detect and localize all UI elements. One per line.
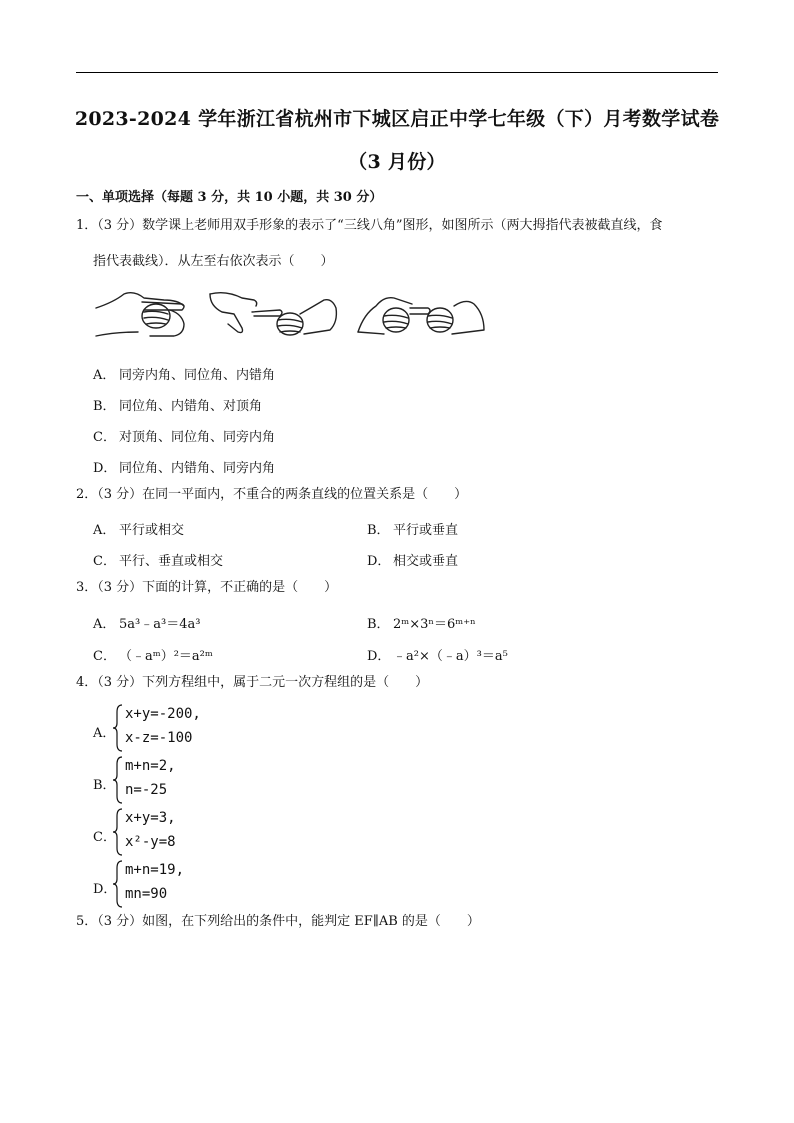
question-2-option-b[interactable] bbox=[367, 519, 458, 538]
option-label: D． bbox=[367, 554, 391, 569]
option-label: A． bbox=[93, 617, 116, 632]
question-2-option-d[interactable] bbox=[367, 550, 458, 569]
section-heading: 一、单项选择（每题 3 分，共 10 小题，共 30 分） bbox=[76, 190, 383, 205]
question-3-option-a[interactable] bbox=[93, 613, 200, 632]
option-text: 平行、垂直或相交 bbox=[119, 554, 224, 569]
question-4-option-b[interactable] bbox=[93, 756, 293, 806]
option-label: B． bbox=[367, 523, 390, 538]
question-3-option-c[interactable] bbox=[93, 645, 213, 664]
option-label: C． bbox=[93, 830, 116, 845]
question-3-option-d[interactable] bbox=[367, 645, 508, 664]
question-2-option-c[interactable] bbox=[93, 550, 223, 569]
equation-2: n=-25 bbox=[125, 782, 168, 798]
option-label: A． bbox=[93, 368, 116, 383]
option-label: C． bbox=[93, 649, 116, 664]
question-4-option-c[interactable] bbox=[93, 808, 293, 858]
hand-gesture-2 bbox=[210, 293, 336, 335]
hand-gesture-3 bbox=[358, 298, 484, 334]
brace-icon bbox=[113, 860, 123, 908]
brace-icon bbox=[113, 808, 123, 856]
question-3-stem: 3．（3 分）下面的计算，不正确的是（ ） bbox=[76, 580, 338, 595]
question-1-option-d[interactable] bbox=[93, 457, 275, 476]
page-subtitle: （3 月份） bbox=[348, 151, 446, 173]
option-text: 平行或垂直 bbox=[393, 523, 459, 538]
option-text: 平行或相交 bbox=[119, 523, 185, 538]
question-4-stem: 4．（3 分）下列方程组中，属于二元一次方程组的是（ ） bbox=[76, 675, 429, 690]
question-3-option-b[interactable] bbox=[367, 613, 476, 632]
question-1-option-b[interactable] bbox=[93, 395, 262, 414]
equation-2: x-z=-100 bbox=[125, 730, 193, 746]
option-math: 2ᵐ×3ⁿ＝6ᵐ⁺ⁿ bbox=[393, 617, 476, 632]
question-1-option-a[interactable] bbox=[93, 364, 275, 383]
option-text: 对顶角、同位角、同旁内角 bbox=[119, 430, 276, 445]
option-label: A． bbox=[93, 523, 116, 538]
option-label: B． bbox=[93, 399, 116, 414]
equation-2: x²-y=8 bbox=[125, 834, 176, 850]
brace-icon bbox=[113, 756, 123, 804]
option-math: （﹣aᵐ）²＝a²ᵐ bbox=[119, 649, 213, 664]
hand-gesture-1 bbox=[96, 293, 184, 336]
equation-2: mn=90 bbox=[125, 886, 168, 902]
option-label: C． bbox=[93, 554, 116, 569]
question-5-stem: 5．（3 分）如图，在下列给出的条件中，能判定 EF∥AB 的是（ ） bbox=[76, 914, 480, 929]
equation-1: x+y=-200, bbox=[125, 706, 201, 722]
page-title: 2023-2024 学年浙江省杭州市下城区启正中学七年级（下）月考数学试卷 bbox=[74, 108, 720, 130]
option-text: 同旁内角、同位角、内错角 bbox=[119, 368, 276, 383]
question-2-stem: 2．（3 分）在同一平面内，不重合的两条直线的位置关系是（ ） bbox=[76, 487, 468, 502]
option-label: A． bbox=[93, 726, 116, 741]
header-rule bbox=[76, 72, 718, 73]
question-1-stem-continued: 指代表截线）．从左至右依次表示（ ） bbox=[93, 254, 334, 269]
question-1-option-c[interactable] bbox=[93, 426, 275, 445]
option-label: C． bbox=[93, 430, 116, 445]
question-4-option-a[interactable] bbox=[93, 704, 293, 754]
equation-1: x+y=3, bbox=[125, 810, 176, 826]
option-math: 5a³﹣a³＝4a³ bbox=[119, 617, 201, 632]
option-label: D． bbox=[93, 461, 117, 476]
option-text: 同位角、内错角、对顶角 bbox=[119, 399, 263, 414]
option-text: 同位角、内错角、同旁内角 bbox=[119, 461, 276, 476]
option-label: B． bbox=[367, 617, 390, 632]
question-1-stem: 1．（3 分）数学课上老师用双手形象的表示了“三线八角”图形，如图所示（两大拇指代表被截直线，食 bbox=[76, 218, 663, 233]
option-label: D． bbox=[367, 649, 391, 664]
option-text: 相交或垂直 bbox=[393, 554, 459, 569]
hand-gestures-figure bbox=[94, 284, 486, 346]
equation-1: m+n=2, bbox=[125, 758, 176, 774]
brace-icon bbox=[113, 704, 123, 752]
option-label: D． bbox=[93, 882, 117, 897]
equation-1: m+n=19, bbox=[125, 862, 185, 878]
option-label: B． bbox=[93, 778, 116, 793]
question-4-option-d[interactable] bbox=[93, 860, 293, 910]
question-2-option-a[interactable] bbox=[93, 519, 184, 538]
option-math: ﹣a²×（﹣a）³＝a⁵ bbox=[393, 649, 508, 664]
